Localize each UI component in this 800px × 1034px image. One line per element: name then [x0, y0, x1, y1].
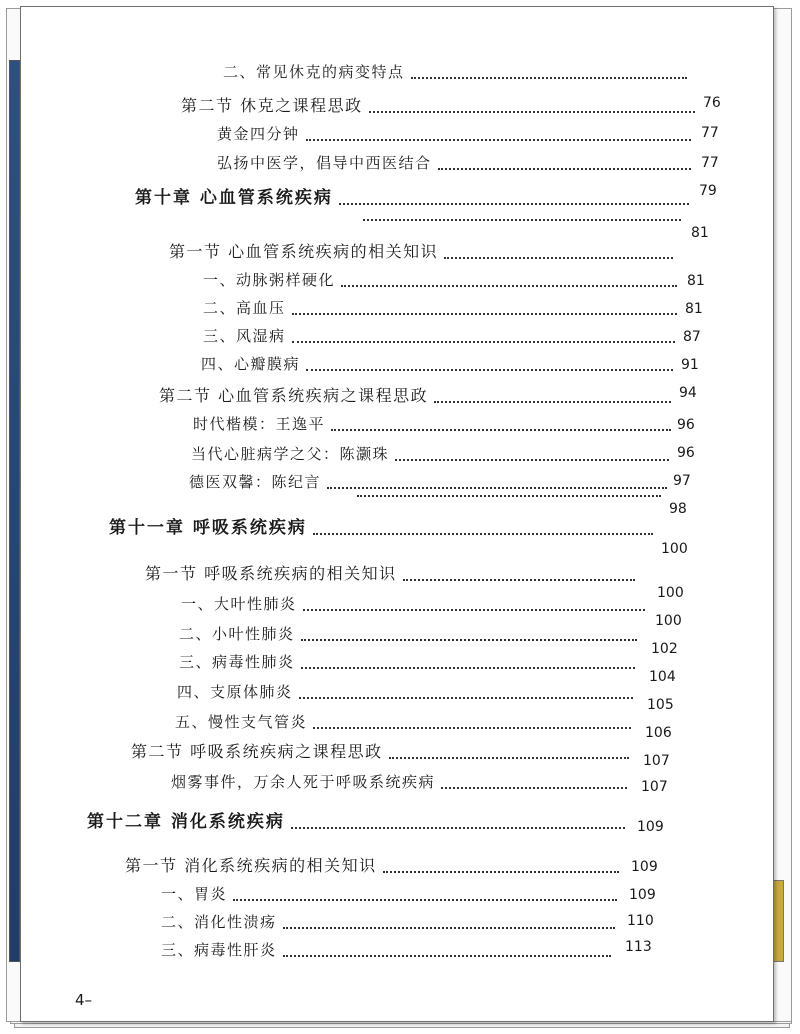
toc-entry-label: 当代心脏病学之父：陈灏珠	[191, 445, 390, 463]
toc-entry-label: 第一节 呼吸系统疾病的相关知识	[145, 564, 397, 583]
toc-page-number: 113	[625, 939, 652, 955]
dot-leader	[383, 871, 619, 873]
dot-leader	[403, 579, 635, 581]
dot-leader	[434, 401, 671, 403]
dot-leader	[331, 429, 671, 431]
dot-leader	[339, 203, 689, 205]
dot-leader	[233, 899, 617, 901]
dot-leader	[299, 697, 633, 699]
toc-entry	[217, 123, 697, 144]
toc-entry-label: 二、消化性溃疡	[161, 913, 277, 931]
toc-entry	[203, 269, 683, 290]
dot-leader	[283, 955, 611, 957]
dot-leader	[303, 609, 645, 611]
dot-leader	[327, 487, 667, 489]
dot-leader	[438, 168, 691, 170]
toc-entry-label: 时代楷模：王逸平	[193, 415, 326, 433]
toc-entry	[191, 443, 675, 464]
toc-entry	[159, 383, 677, 406]
book-spine	[9, 60, 20, 962]
toc-entry	[131, 739, 635, 762]
toc-leader-line	[357, 219, 687, 224]
toc-entry-label: 第一节 消化系统疾病的相关知识	[125, 856, 377, 875]
toc-page-number: 100	[657, 585, 684, 601]
toc-entry-label: 烟雾事件，万余人死于呼吸系统疾病	[171, 773, 436, 791]
toc-page-number: 109	[629, 887, 656, 903]
toc-entry-label: 第二节 休克之课程思政	[181, 96, 363, 115]
toc-entry	[203, 297, 683, 318]
toc-page-number: 79	[699, 183, 717, 199]
toc-page-number: 76	[703, 95, 721, 111]
toc-entry-label: 德医双馨：陈纪言	[189, 473, 322, 491]
toc-page-number: 107	[643, 753, 670, 769]
toc-page-number: 91	[681, 357, 699, 373]
toc-entry	[217, 152, 697, 173]
dot-leader	[313, 533, 653, 535]
toc-entry-label: 五、慢性支气管炎	[175, 713, 308, 731]
toc-chapter-entry	[87, 807, 631, 832]
dot-leader	[444, 257, 673, 259]
toc-page-number: 97	[673, 473, 691, 489]
toc-chapter-entry	[109, 513, 659, 538]
toc-page-number: 107	[641, 779, 668, 795]
toc-entry-label: 一、动脉粥样硬化	[203, 271, 336, 289]
toc-entry-label: 弘扬中医学，倡导中西医结合	[217, 154, 432, 172]
dot-leader	[411, 77, 687, 79]
dot-leader	[283, 927, 615, 929]
toc-entry-label: 第十二章 消化系统疾病	[87, 812, 285, 832]
toc-entry	[201, 353, 679, 374]
toc-page-number: 81	[685, 301, 703, 317]
toc-entry-label: 第一节 心血管系统疾病的相关知识	[169, 242, 439, 261]
toc-entry-label: 三、病毒性肝炎	[161, 941, 277, 959]
toc-entry	[181, 593, 651, 614]
toc-page-number: 109	[631, 859, 658, 875]
toc-page-number: 94	[679, 385, 697, 401]
toc-entry	[175, 711, 637, 732]
dot-leader	[363, 219, 681, 221]
dot-leader	[389, 757, 629, 759]
toc-entry	[179, 623, 643, 644]
toc-page-number: 100	[655, 613, 682, 629]
toc-entry	[171, 771, 633, 792]
toc-entry	[161, 883, 623, 904]
toc-page-number: 87	[683, 329, 701, 345]
toc-entry	[145, 561, 641, 584]
footer-page-number: 4–	[75, 991, 93, 1009]
toc-entry-label: 一、胃炎	[161, 885, 228, 903]
toc-entry	[181, 93, 701, 116]
toc-entry	[189, 471, 673, 492]
dot-leader	[313, 727, 631, 729]
dot-leader	[357, 495, 661, 497]
toc-page-number: 96	[677, 445, 695, 461]
toc-entry	[161, 911, 621, 932]
dot-leader	[292, 341, 675, 343]
toc-entry-label: 第二节 呼吸系统疾病之课程思政	[131, 742, 383, 761]
toc-entry-label: 四、心瓣膜病	[201, 355, 301, 373]
dot-leader	[441, 787, 627, 789]
toc-entry-label: 第十章 心血管系统疾病	[135, 188, 333, 208]
toc-page-number: 96	[677, 417, 695, 433]
dot-leader	[369, 111, 695, 113]
toc-page-number: 81	[691, 225, 709, 241]
toc-page-number: 100	[661, 541, 688, 557]
dot-leader	[306, 369, 673, 371]
toc-page-number: 98	[669, 501, 687, 517]
toc-entry-label: 四、支原体肺炎	[177, 683, 293, 701]
dot-leader	[292, 313, 677, 315]
dot-leader	[306, 139, 691, 141]
toc-page-number: 77	[701, 125, 719, 141]
toc-entry	[193, 413, 677, 434]
dot-leader	[341, 285, 677, 287]
toc-entry-label: 第二节 心血管系统疾病之课程思政	[159, 386, 429, 405]
toc-page-number: 110	[627, 913, 654, 929]
toc-page-number: 77	[701, 155, 719, 171]
toc-entry	[161, 939, 617, 960]
toc-entry-label: 三、风湿病	[203, 327, 286, 345]
toc-page-number: 104	[649, 669, 676, 685]
toc-entry-label: 二、小叶性肺炎	[179, 625, 295, 643]
toc-page	[20, 6, 774, 1022]
toc-page-number: 105	[647, 697, 674, 713]
toc-entry-label: 二、常见休克的病变特点	[223, 63, 405, 81]
toc-entry-label: 第十一章 呼吸系统疾病	[109, 518, 307, 538]
toc-entry-label: 黄金四分钟	[217, 125, 300, 143]
toc-entry	[179, 651, 641, 672]
toc-page-number: 102	[651, 641, 678, 657]
toc-chapter-entry	[135, 183, 695, 208]
toc-entry-label: 二、高血压	[203, 299, 286, 317]
toc-entry-label: 三、病毒性肺炎	[179, 653, 295, 671]
toc-entry	[203, 325, 681, 346]
toc-entry	[125, 853, 625, 876]
dot-leader	[291, 827, 625, 829]
dot-leader	[395, 459, 669, 461]
dot-leader	[301, 667, 635, 669]
toc-leader-line	[351, 495, 667, 500]
toc-entry	[169, 239, 679, 262]
toc-page-number: 106	[645, 725, 672, 741]
toc-page-number: 81	[687, 273, 705, 289]
toc-entry-label: 一、大叶性肺炎	[181, 595, 297, 613]
toc-entry	[177, 681, 639, 702]
toc-entry	[223, 61, 693, 82]
dot-leader	[301, 639, 637, 641]
toc-page-number: 109	[637, 819, 664, 835]
